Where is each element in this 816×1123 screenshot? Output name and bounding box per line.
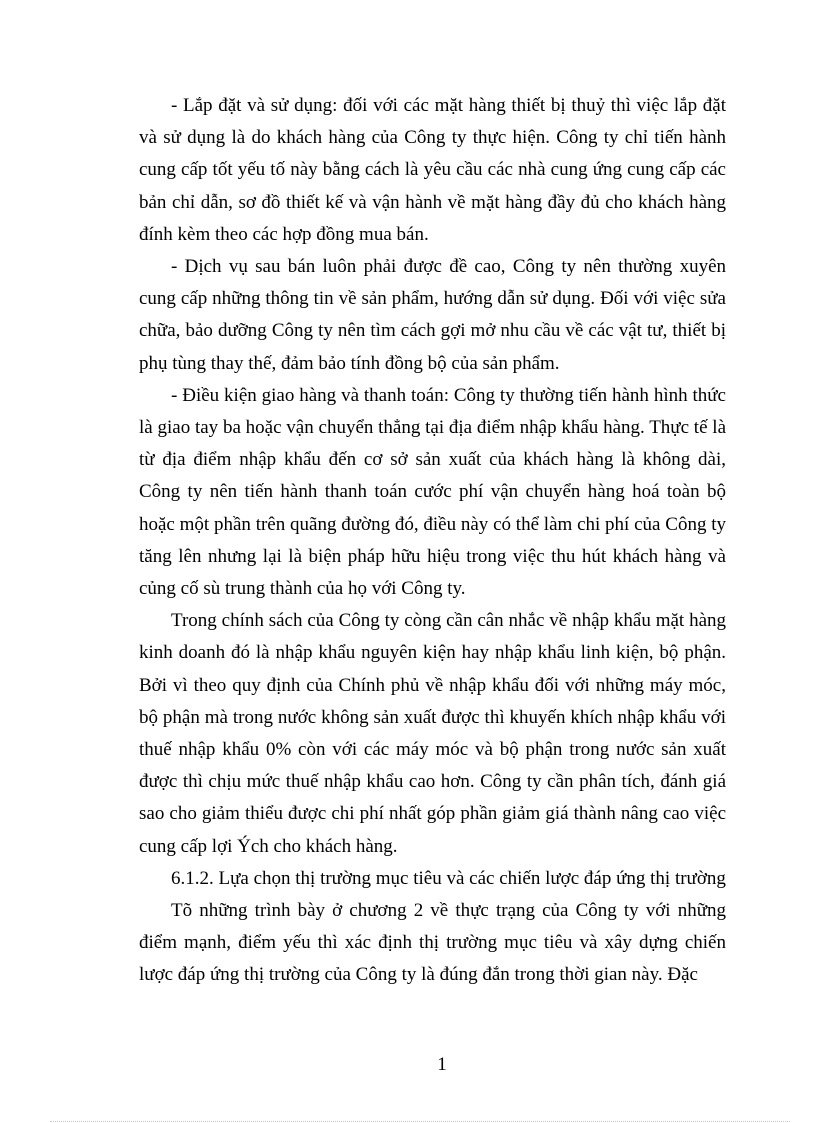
section-heading: 6.1.2. Lựa chọn thị trường mục tiêu và các chiến lược đáp ứng thị trường: [171, 867, 726, 889]
page-bottom-divider: [50, 1121, 790, 1122]
paragraph-delivery-payment: - Điều kiện giao hàng và thanh toán: Công ty thường tiến hành hình thức là giao tay ba hoặc vận chuyển thẳng tại địa điểm nhập khẩu hàng. Thực tế là từ địa điểm nhập khẩu đến cơ sở sản xuất của khách hàng là không dài, Công ty nên tiến hành thanh toán cước phí vận chuyển hàng hoá toàn bộ hoặc một phần trên quãng đường đó, điều này có thể làm chi phí của Công ty tăng lên nhưng lại là biện pháp hữu hiệu trong việc thu hút khách hàng và củng cố sù trung thành của họ với Công ty.: [139, 384, 726, 600]
paragraph-target-market: Tõ những trình bày ở chương 2 về thực trạng của Công ty với những điểm mạnh, điểm yếu thì xác định thị trường mục tiêu và xây dựng chiến lược đáp ứng thị trường của Công ty là đúng đắn trong thời gian này. Đặc: [139, 900, 726, 986]
body-text: [139, 90, 726, 992]
paragraph-after-sales-service: - Dịch vụ sau bán luôn phải được đề cao, Công ty nên thường xuyên cung cấp những thông tin về sản phẩm, hướng dẫn sử dụng. Đối với việc sửa chữa, bảo dưỡng Công ty nên tìm cách gợi mở nhu cầu về các vật tư, thiết bị phụ tùng thay thế, đảm bảo tính đồng bộ của sản phẩm.: [139, 256, 726, 374]
page-number: 1: [437, 1054, 447, 1075]
paragraph-import-policy: Trong chính sách của Công ty còng cần cân nhắc về nhập khẩu mặt hàng kinh doanh đó là nhập khẩu nguyên kiện hay nhập khẩu linh kiện, bộ phận. Bởi vì theo quy định của Chính phủ về nhập khẩu đối với những máy móc, bộ phận mà trong nước không sản xuất được thì khuyến khích nhập khẩu với thuế nhập khẩu 0% còn với các máy móc và bộ phận trong nước sản xuất được thì chịu mức thuế nhập khẩu cao hơn. Công ty cần phân tích, đánh giá sao cho giảm thiểu được chi phí nhất góp phần giảm giá thành nâng cao việc cung cấp lợi Ých cho khách hàng.: [139, 610, 726, 857]
paragraph-installation: - Lắp đặt và sử dụng: đối với các mặt hàng thiết bị thuỷ thì việc lắp đặt và sử dụng là do khách hàng của Công ty thực hiện. Công ty chỉ tiến hành cung cấp tốt yếu tố này bằng cách là yêu cầu các nhà cung ứng cung cấp các bản chỉ dẫn, sơ đồ thiết kế và vận hành về mặt hàng đầy đủ cho khách hàng đính kèm theo các hợp đồng mua bán.: [139, 95, 726, 245]
